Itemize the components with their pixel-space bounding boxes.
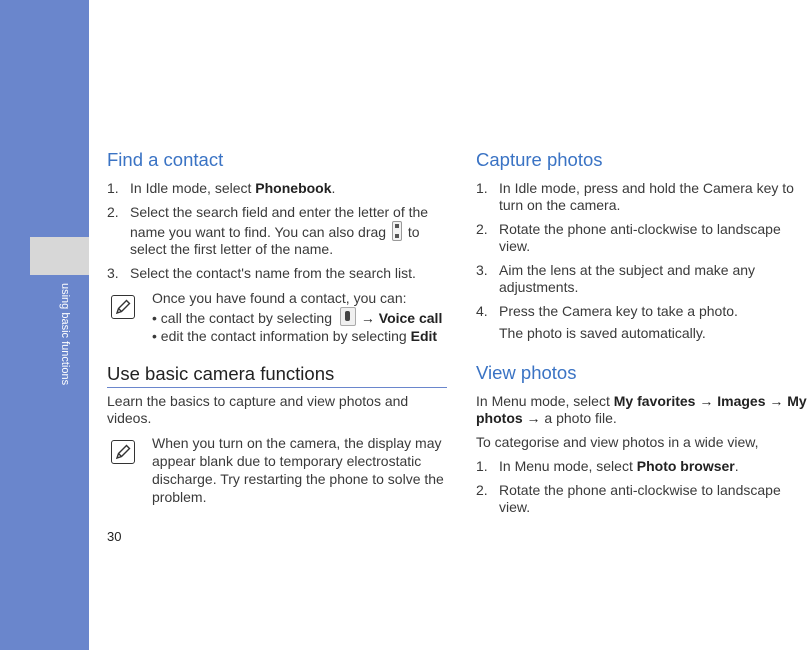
step-number: 1. — [107, 180, 119, 196]
camera-intro: Learn the basics to capture and view photos and videos. — [107, 393, 409, 426]
view-para2: To categorise and view photos in a wide view, — [476, 434, 759, 450]
step-number: 2. — [107, 204, 119, 220]
list-item — [476, 458, 807, 475]
step-text: Select the search field and enter the letter of the name you want to find. You can also drag to select the first letter of the name. — [130, 204, 429, 257]
step-number: 1. — [476, 458, 488, 474]
view-steps — [476, 458, 807, 516]
step-number: 3. — [476, 262, 488, 278]
list-item — [107, 204, 447, 258]
step-number: 2. — [476, 482, 488, 498]
find-contact-heading: Find a contact — [107, 149, 224, 170]
step-text: Aim the lens at the subject and make any adjustments. — [499, 262, 756, 295]
step-text: Select the contact's name from the search list. — [130, 265, 416, 281]
view-heading: View photos — [476, 362, 577, 383]
step-text: Rotate the phone anti-clockwise to landscape view. — [499, 482, 781, 515]
capture-steps — [476, 180, 807, 342]
camera-heading: Use basic camera functions — [107, 363, 447, 388]
camera-note — [107, 434, 447, 506]
step-number: 3. — [107, 265, 119, 281]
sidebar-label: using basic functions — [59, 283, 71, 386]
find-contact-note — [107, 289, 447, 345]
list-item — [476, 262, 807, 296]
note-pencil-icon — [111, 295, 135, 319]
list-item — [107, 265, 447, 282]
list-item — [476, 180, 807, 214]
step-number: 2. — [476, 221, 488, 237]
note-bullet-edit: • edit the contact information by selecting Edit — [152, 328, 438, 344]
sidebar-tab — [30, 237, 89, 275]
list-item — [476, 303, 807, 342]
sidebar — [0, 0, 89, 650]
note-bullet-call: • call the contact by selecting → Voice call — [152, 307, 447, 327]
step-text: In Menu mode, select Photo browser. — [499, 458, 739, 474]
note-text — [152, 289, 447, 345]
capture-heading: Capture photos — [476, 149, 603, 170]
list-item — [476, 482, 807, 516]
left-column — [107, 149, 447, 506]
step-subtext: The photo is saved automatically. — [499, 325, 706, 341]
page-number: 30 — [107, 529, 122, 544]
list-item — [107, 180, 447, 197]
step-text: Rotate the phone anti-clockwise to landscape view. — [499, 221, 781, 254]
step-text: In Idle mode, select Phonebook. — [130, 180, 336, 196]
step-number: 4. — [476, 303, 488, 319]
note-pencil-icon — [111, 440, 135, 464]
list-item — [476, 221, 807, 255]
find-contact-steps — [107, 180, 447, 282]
note-intro: Once you have found a contact, you can: — [152, 290, 407, 306]
step-text: In Idle mode, press and hold the Camera key to turn on the camera. — [499, 180, 794, 213]
note-text: When you turn on the camera, the display may appear blank due to temporary electrostatic discharge. Try restarting the phone to solve the problem. — [152, 435, 444, 505]
step-text: Press the Camera key to take a photo. The photo is saved automatically. — [499, 303, 807, 342]
view-para1: In Menu mode, select My favorites → Images → My photos → a photo file. — [476, 393, 807, 426]
phone-icon — [340, 307, 356, 326]
step-number: 1. — [476, 180, 488, 196]
right-column — [476, 149, 807, 523]
scroll-handle-icon — [392, 221, 402, 241]
